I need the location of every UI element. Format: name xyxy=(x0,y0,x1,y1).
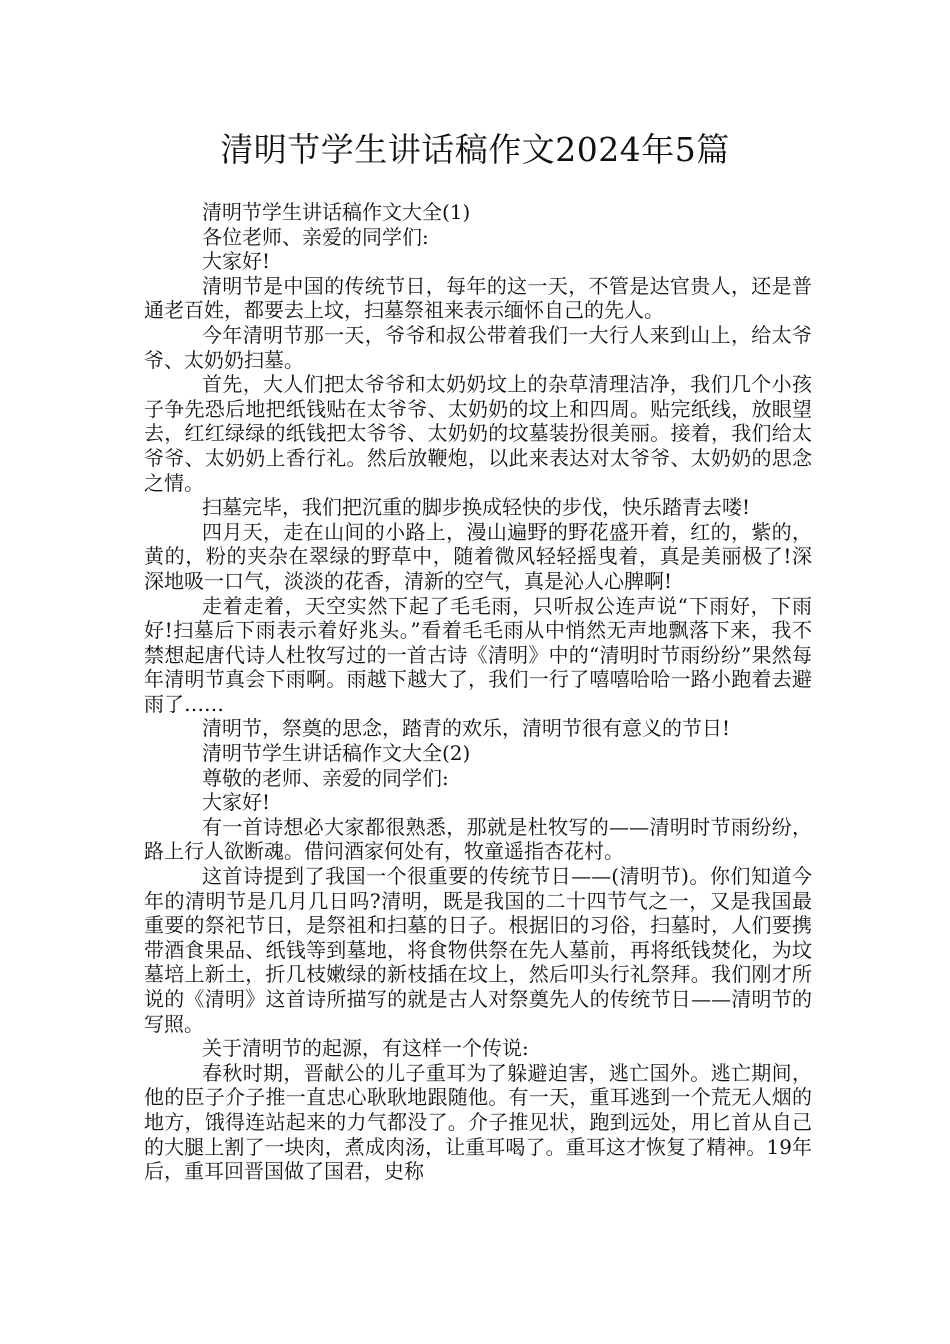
paragraph: 今年清明节那一天，爷爷和叔公带着我们一大行人来到山上，给太爷爷、太奶奶扫墓。 xyxy=(144,322,812,372)
paragraph: 有一首诗想必大家都很熟悉，那就是杜牧写的——清明时节雨纷纷，路上行人欲断魂。借问酒家何处有，牧童遥指杏花村。 xyxy=(144,814,812,864)
document-title: 清明节学生讲话稿作文2024年5篇 xyxy=(220,130,730,169)
paragraph: 扫墓完毕，我们把沉重的脚步换成轻快的步伐，快乐踏青去喽! xyxy=(202,495,751,520)
document-body xyxy=(144,200,812,1184)
paragraph: 这首诗提到了我国一个很重要的传统节日——(清明节)。你们知道今年的清明节是几月几日吗?清明，既是我国的二十四节气之一，又是我国最重要的祭祀节日，是祭祖和扫墓的日子。根据旧的习俗，扫墓时，人们要携带酒食果品、纸钱等到墓地，将食物供祭在先人墓前，再将纸钱焚化，为坟墓培上新土，折几枝嫩绿的新枝插在坟上，然后叩头行礼祭拜。我们刚才所说的《清明》这首诗所描写的就是古人对祭奠先人的传统节日——清明节的写照。 xyxy=(144,864,812,1036)
paragraph: 大家好! xyxy=(202,249,271,274)
paragraph: 清明节是中国的传统节日，每年的这一天，不管是达官贵人，还是普通老百姓，都要去上坟，扫墓祭祖来表示缅怀自己的先人。 xyxy=(144,273,812,323)
paragraph: 清明节学生讲话稿作文大全(2) xyxy=(202,741,471,766)
paragraph: 四月天，走在山间的小路上，漫山遍野的野花盛开着，红的，紫的，黄的，粉的夹杂在翠绿的野草中，随着微风轻轻摇曳着，真是美丽极了!深深地吸一口气，淡淡的花香，清新的空气，真是沁人心脾啊! xyxy=(144,519,812,593)
paragraph: 首先，大人们把太爷爷和太奶奶坟上的杂草清理洁净，我们几个小孩子争先恐后地把纸钱贴在太爷爷、太奶奶的坟上和四周。贴完纸线，放眼望去，红红绿绿的纸钱把太爷爷、太奶奶的坟墓装扮很美丽。接着，我们给太爷爷、太奶奶上香行礼。然后放鞭炮，以此来表达对太爷爷、太奶奶的思念之情。 xyxy=(144,372,812,495)
paragraph: 清明节学生讲话稿作文大全(1) xyxy=(202,200,471,224)
paragraph: 各位老师、亲爱的同学们: xyxy=(202,224,429,249)
paragraph: 大家好! xyxy=(202,790,271,815)
paragraph: 关于清明节的起源，有这样一个传说: xyxy=(202,1036,529,1061)
paragraph: 尊敬的老师、亲爱的同学们: xyxy=(202,765,449,790)
paragraph: 走着走着，天空实然下起了毛毛雨，只听叔公连声说“下雨好，下雨好!扫墓后下雨表示着好兆头。”看着毛毛雨从中悄然无声地飘落下来，我不禁想起唐代诗人杜牧写过的一首古诗《清明》中的“清明时节雨纷纷”果然每年清明节真会下雨啊。雨越下越大了，我们一行了嘻嘻哈哈一路小跑着去避雨了…… xyxy=(144,593,812,716)
paragraph: 清明节，祭奠的思念，踏青的欢乐，清明节很有意义的节日! xyxy=(202,716,731,741)
paragraph: 春秋时期，晋献公的儿子重耳为了躲避迫害，逃亡国外。逃亡期间，他的臣子介子推一直忠心耿耿地跟随他。有一天，重耳逃到一个荒无人烟的地方，饿得连站起来的力气都没了。介子推见状，跑到远处，用匕首从自己的大腿上割了一块肉，煮成肉汤，让重耳喝了。重耳这才恢复了精神。19年后，重耳回晋国做了国君，史称 xyxy=(144,1060,812,1184)
